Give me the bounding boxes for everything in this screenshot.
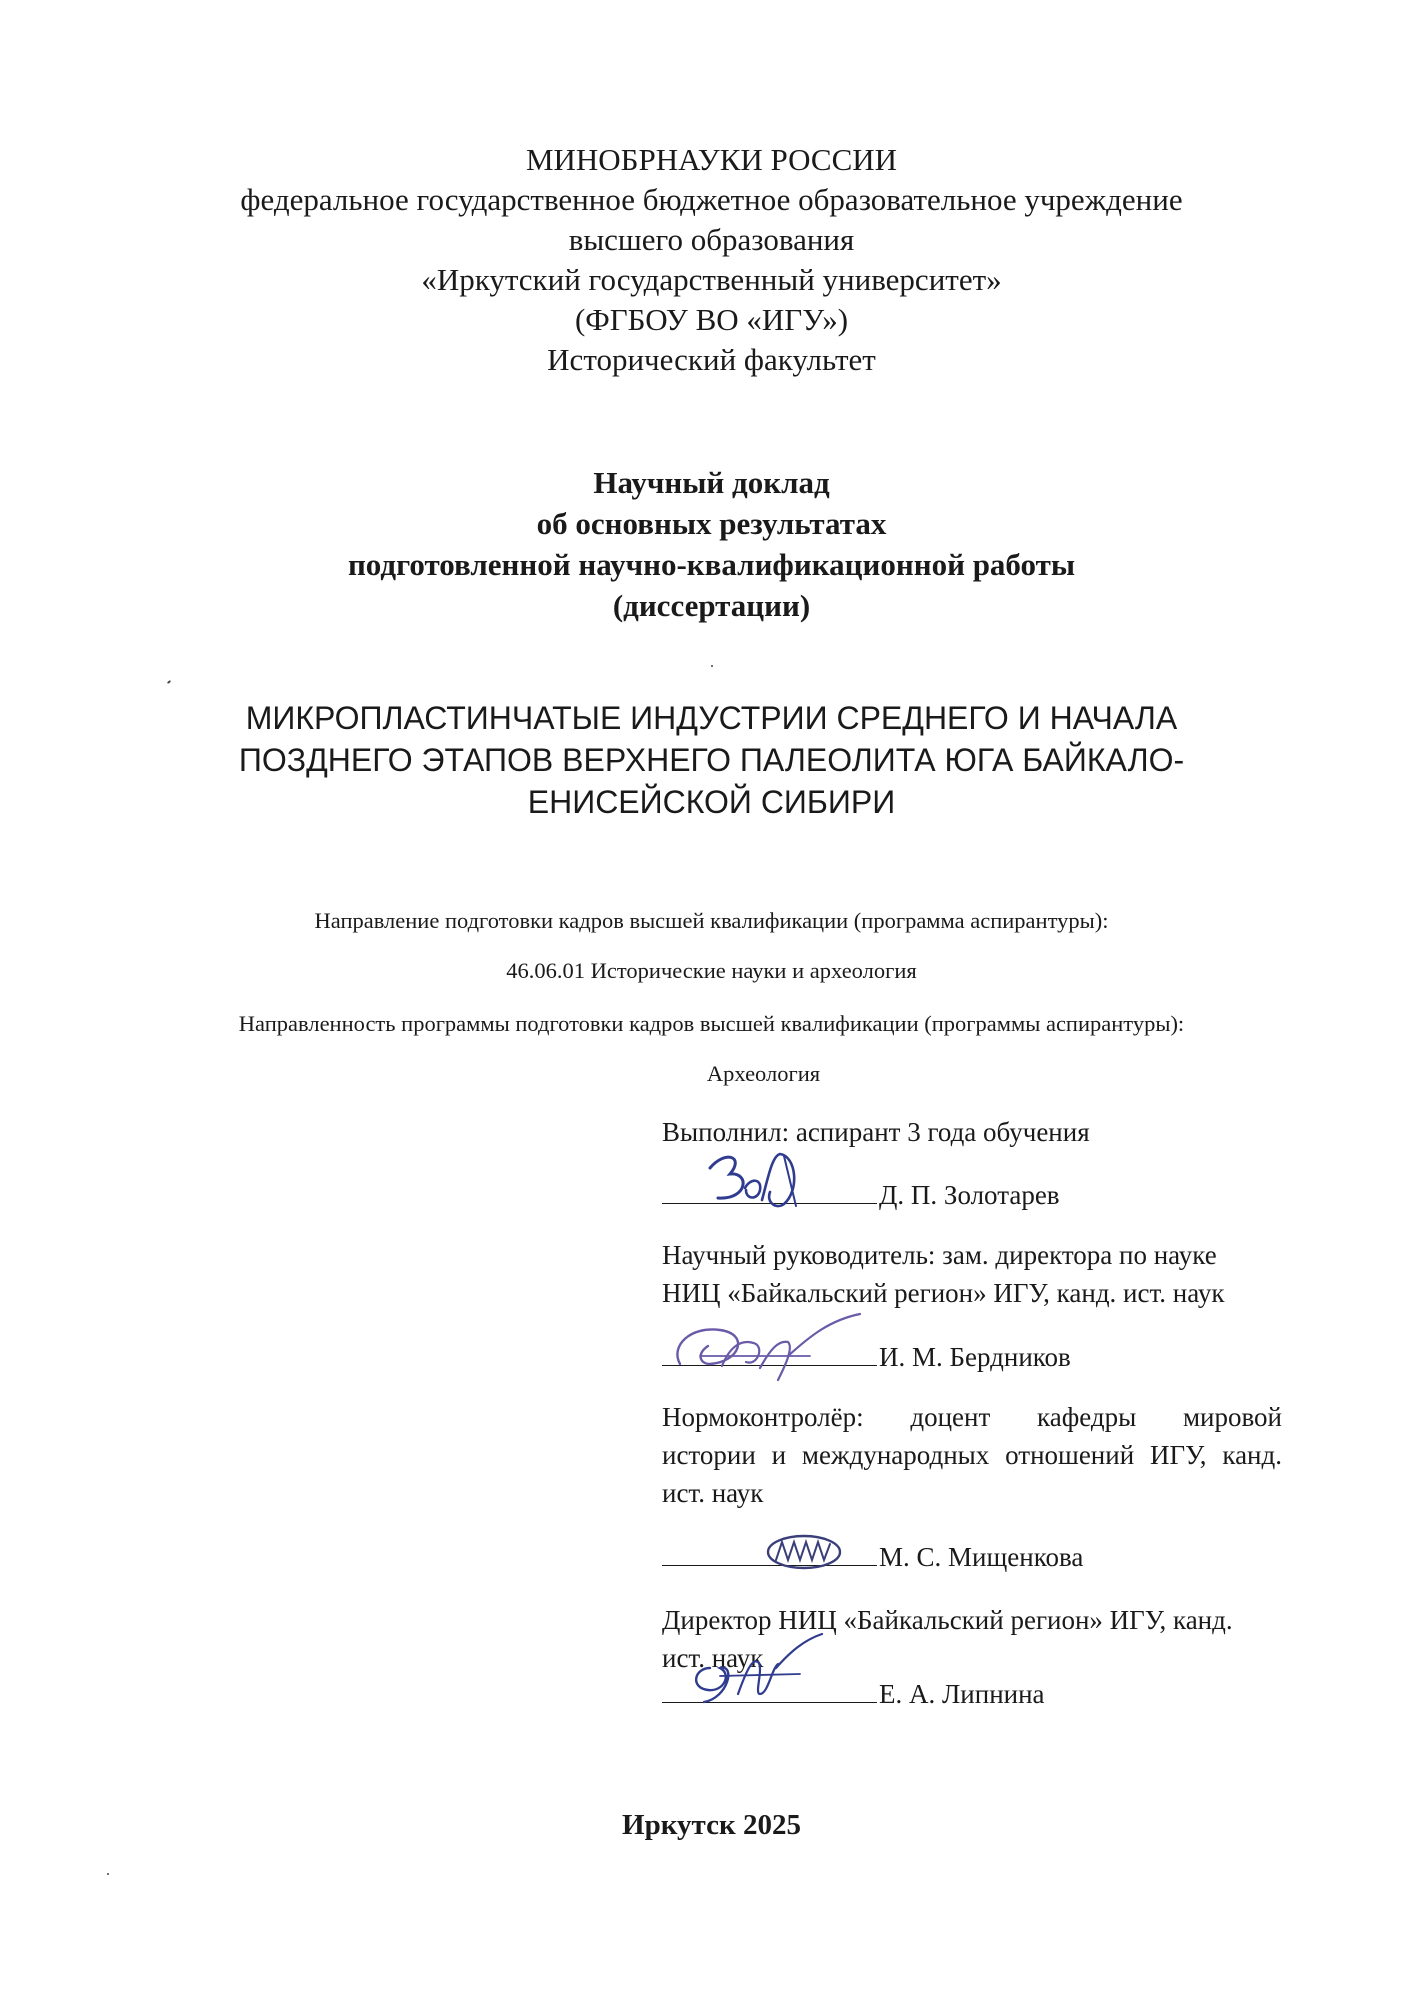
report-title-line-3: подготовленной научно-квалификационной работы: [347, 547, 1076, 582]
director-role-line-2: ист. наук: [662, 1643, 764, 1673]
education-level-line: высшего образования: [568, 222, 855, 257]
topic-line-2: ПОЗДНЕГО ЭТАПОВ ВЕРХНЕГО ПАЛЕОЛИТА ЮГА БАЙКАЛО-: [238, 742, 1185, 778]
topic-line-1: МИКРОПЛАСТИНЧАТЫЕ ИНДУСТРИИ СРЕДНЕГО И НАЧАЛА: [245, 700, 1178, 736]
supervisor-role: [662, 1236, 1282, 1312]
author-name: Д. П. Золотарев: [879, 1180, 1060, 1210]
focus-label: Направленность программы подготовки кадров высшей квалификации (программы аспирантуры):: [238, 1011, 1185, 1036]
city-year: Иркутск 2025: [622, 1809, 801, 1841]
faculty-name: Исторический факультет: [547, 342, 876, 377]
signature-rule: [662, 1339, 877, 1366]
institution-header: [0, 140, 1423, 380]
report-title: [0, 462, 1423, 626]
supervisor-role-line-1: Научный руководитель: зам. директора по науке: [662, 1240, 1217, 1270]
scan-speck: [711, 665, 713, 667]
supervisor-signature-line: [662, 1338, 1282, 1376]
signature-rule: [662, 1676, 877, 1703]
director-role: [662, 1601, 1282, 1677]
supervisor-name: И. М. Бердников: [879, 1342, 1071, 1372]
normcontrol-role-line-3: ист. наук: [662, 1478, 764, 1508]
topic-line-3: ЕНИСЕЙСКОЙ СИБИРИ: [527, 784, 896, 820]
director-signature-line: [662, 1675, 1282, 1713]
institution-type-line: федеральное государственное бюджетное образовательное учреждение: [240, 182, 1183, 217]
scan-speck: [167, 680, 171, 684]
report-title-line-4: (диссертации): [612, 588, 811, 623]
signature-rule: [662, 1539, 877, 1566]
author-signature-line: [662, 1176, 1282, 1214]
scan-speck: [107, 1873, 109, 1875]
director-name: Е. А. Липнина: [879, 1679, 1045, 1709]
normcontrol-role: [662, 1398, 1282, 1512]
author-role: [662, 1113, 1282, 1151]
report-title-line-2: об основных результатах: [536, 506, 887, 541]
university-name: «Иркутский государственный университет»: [421, 262, 1002, 297]
normcontrol-name: М. С. Мищенкова: [879, 1542, 1084, 1572]
normcontrol-role-line-1: Нормоконтролёр: доцент кафедры мировой: [662, 1402, 1282, 1432]
focus-value: Археология: [706, 1061, 821, 1086]
university-abbreviation: (ФГБОУ ВО «ИГУ»): [574, 302, 849, 337]
dissertation-topic: [180, 697, 1243, 823]
author-role-text: Выполнил: аспирант 3 года обучения: [662, 1117, 1090, 1147]
direction-label: Направление подготовки кадров высшей квалификации (программа аспирантуры):: [314, 908, 1109, 933]
ministry-line: МИНОБРНАУКИ РОССИИ: [525, 142, 898, 177]
supervisor-role-line-2: НИЦ «Байкальский регион» ИГУ, канд. ист. наук: [662, 1278, 1225, 1308]
direction-value: 46.06.01 Исторические науки и археология: [506, 958, 917, 983]
director-role-line-1: Директор НИЦ «Байкальский регион» ИГУ, канд.: [662, 1605, 1233, 1635]
normcontrol-role-line-2: истории и международных отношений ИГУ, канд.: [662, 1440, 1282, 1470]
normcontrol-signature-line: [662, 1538, 1282, 1576]
report-title-line-1: Научный доклад: [593, 465, 830, 500]
signature-rule: [662, 1177, 877, 1204]
